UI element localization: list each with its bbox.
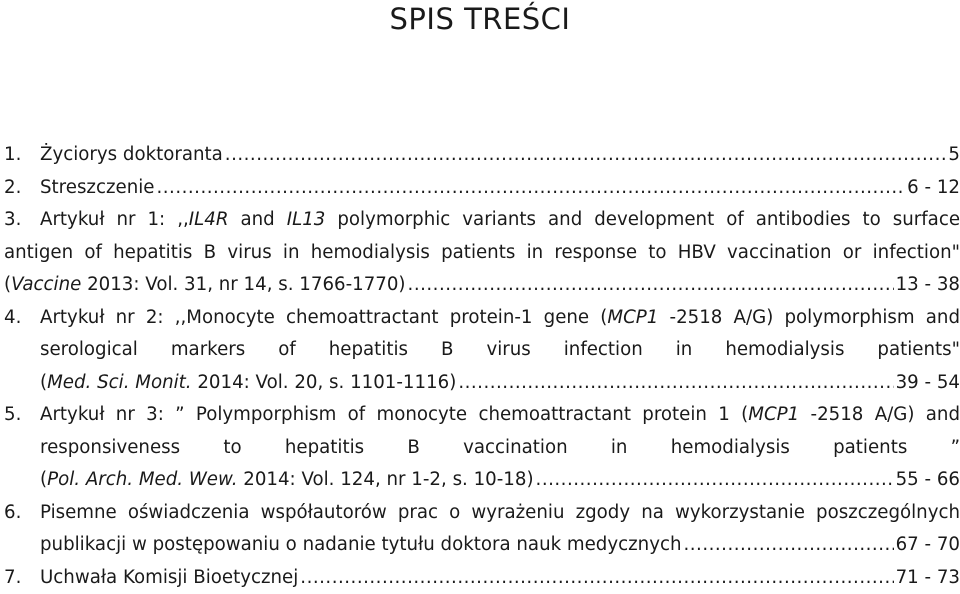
toc-entry-pages: 13 - 38	[896, 269, 960, 302]
toc-entry-citation: (Vaccine 2013: Vol. 31, nr 14, s. 1766-1770)	[4, 269, 406, 302]
toc-entry-citation: (Pol. Arch. Med. Wew. 2014: Vol. 124, nr 1-2, s. 10-18)	[40, 464, 534, 497]
toc-entry-pages: 39 - 54	[896, 367, 960, 400]
dot-leader	[225, 139, 947, 172]
table-of-contents	[4, 139, 960, 594]
dot-leader	[536, 464, 894, 497]
toc-entry-title: Streszczenie	[40, 172, 154, 205]
toc-entry-2	[4, 172, 960, 205]
toc-entry-pages: 5	[948, 139, 960, 172]
toc-entry-title-line-2: antigen of hepatitis B virus in hemodialysis patients in response to HBV vaccination or infection"	[4, 237, 960, 270]
dot-leader	[156, 172, 905, 205]
toc-entry-number: 5.	[4, 399, 40, 432]
toc-entry-4	[4, 302, 960, 400]
dot-leader	[683, 529, 893, 562]
toc-entry-title-line-1: Artykuł nr 2: ,,Monocyte chemoattractant protein-1 gene (MCP1 -2518 A/G) polymorphism and	[40, 302, 960, 335]
toc-entry-6	[4, 497, 960, 562]
toc-entry-number: 7.	[4, 562, 40, 594]
toc-entry-number: 4.	[4, 302, 40, 335]
toc-entry-number: 6.	[4, 497, 40, 530]
dot-leader	[458, 367, 893, 400]
dot-leader	[408, 269, 894, 302]
toc-entry-3	[4, 204, 960, 302]
toc-entry-title: Życiorys doktoranta	[40, 139, 223, 172]
toc-entry-title-line-2: serological markers of hepatitis B virus infection in hemodialysis patients"	[4, 334, 960, 367]
toc-entry-7	[4, 562, 960, 594]
toc-entry-number: 2.	[4, 172, 40, 205]
toc-entry-number: 1.	[4, 139, 40, 172]
toc-entry-pages: 71 - 73	[896, 562, 960, 594]
toc-entry-1	[4, 139, 960, 172]
toc-entry-title: Uchwała Komisji Bioetycznej	[40, 562, 298, 594]
toc-entry-title-line-1: Pisemne oświadczenia współautorów prac o wyrażeniu zgody na wykorzystanie poszczególnych	[40, 497, 960, 530]
toc-entry-pages: 55 - 66	[896, 464, 960, 497]
dot-leader	[300, 562, 893, 594]
page-title: SPIS TREŚCI	[0, 2, 960, 36]
toc-entry-5	[4, 399, 960, 497]
toc-entry-number: 3.	[4, 204, 40, 237]
toc-entry-title-line-1: Artykuł nr 3: ” Polymporphism of monocyte chemoattractant protein 1 (MCP1 -2518 A/G) and	[40, 399, 960, 432]
toc-entry-citation: (Med. Sci. Monit. 2014: Vol. 20, s. 1101-1116)	[40, 367, 456, 400]
toc-entry-title-line-2: publikacji w postępowaniu o nadanie tytułu doktora nauk medycznych	[40, 529, 681, 562]
toc-entry-title-line-1: Artykuł nr 1: ,,IL4R and IL13 polymorphic variants and development of antibodies to surface	[40, 204, 960, 237]
toc-entry-pages: 6 - 12	[907, 172, 960, 205]
toc-entry-title-line-2: responsiveness to hepatitis B vaccination in hemodialysis patients ”	[4, 432, 960, 465]
toc-entry-pages: 67 - 70	[896, 529, 960, 562]
